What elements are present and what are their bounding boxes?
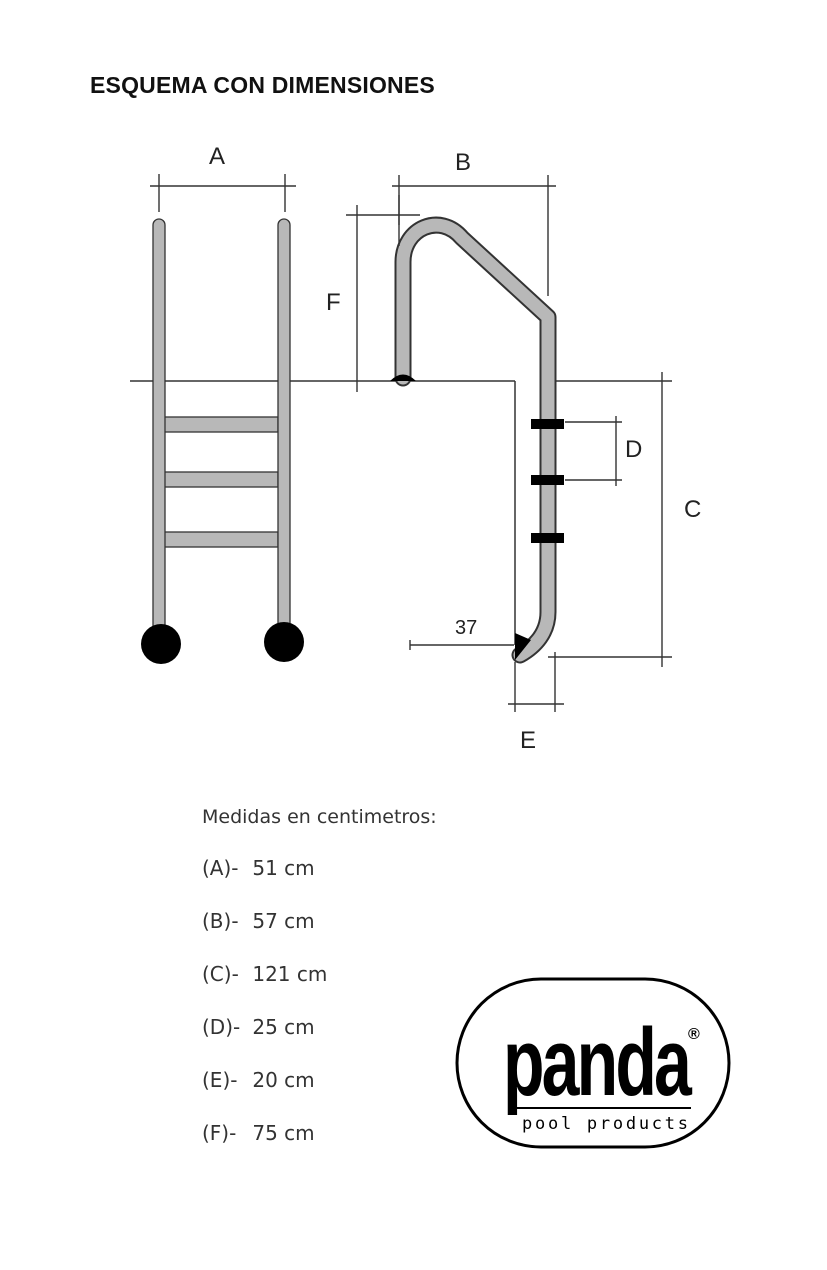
label-f: F [326, 289, 341, 316]
measurement-code: (E)- [202, 1068, 238, 1092]
measurements-intro: Medidas en centimetros: [202, 806, 437, 828]
side-view-ladder [390, 225, 564, 660]
label-c: C [684, 496, 702, 523]
front-view-ladder [141, 219, 304, 664]
measurements-list [202, 806, 437, 1174]
label-d: D [625, 436, 643, 463]
angle-indicator [410, 640, 514, 650]
logo-tagline: pool products [522, 1114, 690, 1134]
measurement-row-b [202, 909, 437, 962]
front-feet [141, 622, 304, 664]
measurement-code: (A)- [202, 856, 239, 880]
panda-logo [455, 977, 731, 1149]
label-angle: 37 [455, 617, 478, 639]
label-b: B [455, 149, 472, 176]
dimension-c [548, 372, 672, 667]
measurement-value: 75 cm [252, 1121, 315, 1145]
measurement-value: 20 cm [252, 1068, 315, 1092]
label-a: A [209, 143, 226, 170]
measurement-code: (C)- [202, 962, 239, 986]
measurement-value: 51 cm [252, 856, 315, 880]
measurement-row-c [202, 962, 437, 1015]
measurement-value: 121 cm [252, 962, 328, 986]
measurement-code: (F)- [202, 1121, 237, 1145]
measurement-code: (D)- [202, 1015, 241, 1039]
measurement-row-a [202, 856, 437, 909]
deck-anchor [390, 375, 416, 382]
dimension-a [150, 174, 296, 212]
dimension-d [565, 416, 622, 486]
measurement-row-f [202, 1121, 437, 1174]
measurement-code: (B)- [202, 909, 239, 933]
page-title: ESQUEMA CON DIMENSIONES [90, 72, 435, 98]
front-rungs [164, 417, 278, 547]
label-e: E [520, 727, 537, 754]
measurement-row-d [202, 1015, 437, 1068]
logo-wordmark: panda [503, 1009, 693, 1116]
measurement-value: 57 cm [252, 909, 315, 933]
measurement-value: 25 cm [252, 1015, 315, 1039]
logo-registered-mark: ® [688, 1026, 700, 1043]
measurement-row-e [202, 1068, 437, 1121]
